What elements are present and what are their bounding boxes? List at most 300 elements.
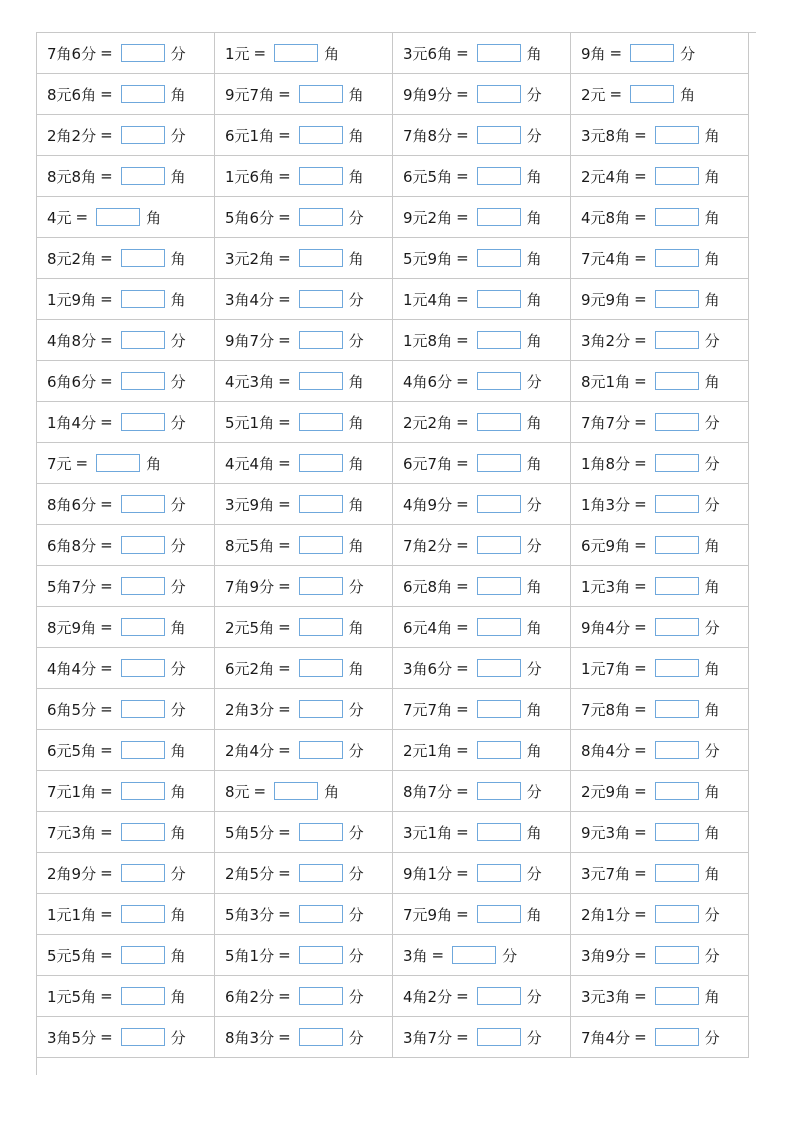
equals-sign: = <box>634 782 647 800</box>
answer-input[interactable] <box>299 454 343 472</box>
answer-input[interactable] <box>477 495 521 513</box>
answer-input[interactable] <box>121 413 165 431</box>
answer-input[interactable] <box>96 454 140 472</box>
equals-sign: = <box>456 85 469 103</box>
question-amount: 6元4角 <box>403 618 453 637</box>
answer-input[interactable] <box>477 454 521 472</box>
answer-input[interactable] <box>299 741 343 759</box>
answer-unit: 角 <box>170 987 186 1006</box>
answer-input[interactable] <box>477 1028 521 1046</box>
equals-sign: = <box>456 659 469 677</box>
equals-sign: = <box>100 167 113 185</box>
exercise-row <box>37 976 749 1017</box>
exercise-item <box>581 248 748 269</box>
answer-input[interactable] <box>477 782 521 800</box>
answer-unit: 分 <box>348 905 364 924</box>
equals-sign: = <box>100 372 113 390</box>
exercise-item <box>581 412 748 433</box>
answer-input[interactable] <box>655 864 699 882</box>
exercise-cell <box>215 689 393 730</box>
answer-unit: 分 <box>170 700 186 719</box>
exercise-cell <box>393 361 571 402</box>
exercise-cell <box>37 320 215 361</box>
question-amount: 6元2角 <box>225 659 275 678</box>
equals-sign: = <box>278 577 291 595</box>
equals-sign: = <box>634 536 647 554</box>
answer-input[interactable] <box>121 864 165 882</box>
exercise-item <box>225 330 392 351</box>
answer-input[interactable] <box>299 1028 343 1046</box>
answer-unit: 角 <box>526 700 542 719</box>
exercise-item <box>581 207 748 228</box>
answer-input[interactable] <box>121 987 165 1005</box>
equals-sign: = <box>634 167 647 185</box>
equals-sign: = <box>100 413 113 431</box>
exercise-item <box>47 781 214 802</box>
equals-sign: = <box>634 864 647 882</box>
equals-sign: = <box>278 946 291 964</box>
exercise-cell <box>37 156 215 197</box>
exercise-cell <box>215 33 393 74</box>
question-amount: 2角9分 <box>47 864 97 883</box>
answer-input[interactable] <box>630 85 674 103</box>
answer-input[interactable] <box>477 700 521 718</box>
equals-sign: = <box>634 126 647 144</box>
answer-input[interactable] <box>121 44 165 62</box>
answer-input[interactable] <box>121 1028 165 1046</box>
answer-unit: 分 <box>170 659 186 678</box>
answer-input[interactable] <box>299 249 343 267</box>
exercise-item <box>581 781 748 802</box>
answer-input[interactable] <box>477 741 521 759</box>
exercise-cell <box>393 320 571 361</box>
question-amount: 7元1角 <box>47 782 97 801</box>
answer-input[interactable] <box>655 290 699 308</box>
answer-unit: 角 <box>526 413 542 432</box>
question-amount: 5角7分 <box>47 577 97 596</box>
answer-input[interactable] <box>655 331 699 349</box>
answer-unit: 角 <box>170 905 186 924</box>
equals-sign: = <box>456 741 469 759</box>
exercise-cell <box>37 771 215 812</box>
answer-input[interactable] <box>121 249 165 267</box>
answer-input[interactable] <box>655 1028 699 1046</box>
question-amount: 9元3角 <box>581 823 631 842</box>
exercise-row <box>37 402 749 443</box>
answer-unit: 分 <box>348 208 364 227</box>
exercise-item <box>225 904 392 925</box>
answer-input[interactable] <box>121 331 165 349</box>
answer-unit: 角 <box>526 905 542 924</box>
answer-unit: 分 <box>526 864 542 883</box>
exercise-item <box>47 863 214 884</box>
question-amount: 2元1角 <box>403 741 453 760</box>
exercise-item <box>47 1027 214 1048</box>
answer-unit: 角 <box>526 454 542 473</box>
exercise-cell <box>215 730 393 771</box>
answer-unit: 分 <box>170 1028 186 1047</box>
question-amount: 4角2分 <box>403 987 453 1006</box>
answer-input[interactable] <box>299 167 343 185</box>
answer-input[interactable] <box>121 495 165 513</box>
answer-input[interactable] <box>655 454 699 472</box>
equals-sign: = <box>634 372 647 390</box>
exercise-item <box>403 781 570 802</box>
exercise-row <box>37 115 749 156</box>
answer-input[interactable] <box>655 495 699 513</box>
question-amount: 1元1角 <box>47 905 97 924</box>
answer-unit: 角 <box>348 454 364 473</box>
equals-sign: = <box>278 987 291 1005</box>
exercise-cell <box>571 853 749 894</box>
answer-input[interactable] <box>655 208 699 226</box>
answer-input[interactable] <box>655 413 699 431</box>
equals-sign: = <box>456 413 469 431</box>
answer-input[interactable] <box>274 782 318 800</box>
equals-sign: = <box>278 331 291 349</box>
answer-unit: 分 <box>348 741 364 760</box>
answer-input[interactable] <box>655 987 699 1005</box>
exercise-cell <box>37 74 215 115</box>
answer-input[interactable] <box>299 700 343 718</box>
question-amount: 6角8分 <box>47 536 97 555</box>
answer-input[interactable] <box>121 618 165 636</box>
answer-unit: 角 <box>146 454 162 473</box>
answer-input[interactable] <box>477 85 521 103</box>
equals-sign: = <box>456 208 469 226</box>
exercise-cell <box>393 443 571 484</box>
answer-input[interactable] <box>121 700 165 718</box>
answer-unit: 分 <box>348 987 364 1006</box>
answer-input[interactable] <box>299 372 343 390</box>
question-amount: 9角 <box>581 44 606 63</box>
answer-input[interactable] <box>121 167 165 185</box>
exercise-cell <box>571 74 749 115</box>
exercise-item <box>47 248 214 269</box>
exercise-cell <box>571 525 749 566</box>
question-amount: 7角7分 <box>581 413 631 432</box>
answer-input[interactable] <box>477 577 521 595</box>
answer-input[interactable] <box>477 659 521 677</box>
answer-input[interactable] <box>121 290 165 308</box>
exercise-cell <box>215 812 393 853</box>
answer-input[interactable] <box>655 536 699 554</box>
answer-input[interactable] <box>299 823 343 841</box>
question-amount: 6元8角 <box>403 577 453 596</box>
answer-input[interactable] <box>655 741 699 759</box>
question-amount: 8元6角 <box>47 85 97 104</box>
exercise-item <box>403 945 570 966</box>
equals-sign: = <box>278 167 291 185</box>
question-amount: 8角3分 <box>225 1028 275 1047</box>
answer-unit: 角 <box>704 249 720 268</box>
exercise-grid <box>36 32 749 1058</box>
exercise-item <box>403 453 570 474</box>
answer-input[interactable] <box>121 946 165 964</box>
answer-input[interactable] <box>274 44 318 62</box>
question-amount: 6角5分 <box>47 700 97 719</box>
answer-input[interactable] <box>477 905 521 923</box>
exercise-row <box>37 1017 749 1058</box>
answer-input[interactable] <box>299 536 343 554</box>
equals-sign: = <box>278 372 291 390</box>
answer-input[interactable] <box>299 987 343 1005</box>
answer-input[interactable] <box>299 208 343 226</box>
question-amount: 8元1角 <box>581 372 631 391</box>
answer-input[interactable] <box>655 700 699 718</box>
equals-sign: = <box>634 249 647 267</box>
answer-input[interactable] <box>121 577 165 595</box>
exercise-item <box>47 330 214 351</box>
answer-input[interactable] <box>477 987 521 1005</box>
equals-sign: = <box>634 618 647 636</box>
equals-sign: = <box>100 741 113 759</box>
question-amount: 8元 <box>225 782 250 801</box>
answer-input[interactable] <box>630 44 674 62</box>
exercise-item <box>581 330 748 351</box>
equals-sign: = <box>278 659 291 677</box>
answer-input[interactable] <box>299 290 343 308</box>
answer-input[interactable] <box>121 823 165 841</box>
exercise-item <box>225 1027 392 1048</box>
exercise-cell <box>37 238 215 279</box>
answer-unit: 角 <box>324 44 340 63</box>
exercise-cell <box>571 402 749 443</box>
answer-input[interactable] <box>121 126 165 144</box>
exercise-item <box>581 535 748 556</box>
question-amount: 5元1角 <box>225 413 275 432</box>
answer-input[interactable] <box>452 946 496 964</box>
exercise-item <box>581 494 748 515</box>
question-amount: 5角5分 <box>225 823 275 842</box>
exercise-row <box>37 648 749 689</box>
answer-input[interactable] <box>477 536 521 554</box>
exercise-item <box>581 84 748 105</box>
answer-unit: 角 <box>348 372 364 391</box>
answer-input[interactable] <box>299 905 343 923</box>
answer-unit: 分 <box>526 1028 542 1047</box>
equals-sign: = <box>634 741 647 759</box>
question-amount: 7角6分 <box>47 44 97 63</box>
question-amount: 1角4分 <box>47 413 97 432</box>
answer-input[interactable] <box>121 741 165 759</box>
answer-input[interactable] <box>655 577 699 595</box>
answer-input[interactable] <box>299 495 343 513</box>
question-amount: 2角2分 <box>47 126 97 145</box>
question-amount: 4元4角 <box>225 454 275 473</box>
equals-sign: = <box>100 1028 113 1046</box>
answer-input[interactable] <box>477 290 521 308</box>
answer-input[interactable] <box>655 372 699 390</box>
answer-input[interactable] <box>299 946 343 964</box>
exercise-cell <box>571 1017 749 1058</box>
answer-unit: 角 <box>526 208 542 227</box>
question-amount: 9元9角 <box>581 290 631 309</box>
answer-input[interactable] <box>655 782 699 800</box>
answer-input[interactable] <box>477 331 521 349</box>
answer-input[interactable] <box>96 208 140 226</box>
answer-input[interactable] <box>477 413 521 431</box>
question-amount: 5角3分 <box>225 905 275 924</box>
exercise-cell <box>37 976 215 1017</box>
answer-unit: 角 <box>704 167 720 186</box>
answer-input[interactable] <box>477 126 521 144</box>
answer-unit: 角 <box>704 864 720 883</box>
equals-sign: = <box>609 44 623 62</box>
answer-unit: 分 <box>704 1028 720 1047</box>
question-amount: 2角5分 <box>225 864 275 883</box>
exercise-item <box>225 412 392 433</box>
answer-unit: 角 <box>170 290 186 309</box>
answer-unit: 角 <box>348 249 364 268</box>
answer-unit: 分 <box>170 413 186 432</box>
exercise-cell <box>37 402 215 443</box>
answer-input[interactable] <box>477 823 521 841</box>
exercise-cell <box>215 935 393 976</box>
exercise-item <box>581 863 748 884</box>
equals-sign: = <box>278 495 291 513</box>
question-amount: 6角6分 <box>47 372 97 391</box>
exercise-cell <box>37 607 215 648</box>
answer-input[interactable] <box>655 126 699 144</box>
answer-input[interactable] <box>121 905 165 923</box>
answer-input[interactable] <box>299 331 343 349</box>
answer-input[interactable] <box>477 208 521 226</box>
question-amount: 2角4分 <box>225 741 275 760</box>
equals-sign: = <box>278 823 291 841</box>
exercise-row <box>37 279 749 320</box>
answer-input[interactable] <box>299 413 343 431</box>
exercise-row <box>37 320 749 361</box>
answer-unit: 角 <box>704 823 720 842</box>
exercise-cell <box>215 525 393 566</box>
equals-sign: = <box>278 741 291 759</box>
exercise-item <box>403 699 570 720</box>
answer-input[interactable] <box>655 946 699 964</box>
answer-input[interactable] <box>299 659 343 677</box>
exercise-item <box>403 863 570 884</box>
exercise-item <box>581 658 748 679</box>
answer-input[interactable] <box>655 167 699 185</box>
equals-sign: = <box>634 577 647 595</box>
exercise-cell <box>215 1017 393 1058</box>
answer-input[interactable] <box>477 44 521 62</box>
exercise-cell <box>393 484 571 525</box>
equals-sign: = <box>100 126 113 144</box>
question-amount: 3角2分 <box>581 331 631 350</box>
answer-input[interactable] <box>121 782 165 800</box>
question-amount: 1元3角 <box>581 577 631 596</box>
exercise-cell <box>571 607 749 648</box>
question-amount: 9元7角 <box>225 85 275 104</box>
exercise-cell <box>571 361 749 402</box>
page-right-tick <box>748 32 756 33</box>
question-amount: 3角9分 <box>581 946 631 965</box>
answer-unit: 分 <box>170 372 186 391</box>
answer-unit: 分 <box>348 331 364 350</box>
answer-input[interactable] <box>121 659 165 677</box>
equals-sign: = <box>100 905 113 923</box>
answer-input[interactable] <box>299 126 343 144</box>
answer-unit: 分 <box>348 577 364 596</box>
exercise-item <box>47 166 214 187</box>
exercise-cell <box>393 1017 571 1058</box>
answer-input[interactable] <box>299 864 343 882</box>
exercise-cell <box>571 894 749 935</box>
answer-input[interactable] <box>477 618 521 636</box>
answer-unit: 分 <box>348 823 364 842</box>
equals-sign: = <box>634 987 647 1005</box>
question-amount: 9角9分 <box>403 85 453 104</box>
exercise-cell <box>37 566 215 607</box>
exercise-cell <box>393 115 571 156</box>
equals-sign: = <box>634 946 647 964</box>
answer-input[interactable] <box>477 167 521 185</box>
answer-input[interactable] <box>655 905 699 923</box>
answer-input[interactable] <box>121 536 165 554</box>
answer-input[interactable] <box>655 249 699 267</box>
exercise-row <box>37 607 749 648</box>
exercise-cell <box>571 771 749 812</box>
answer-input[interactable] <box>299 577 343 595</box>
answer-input[interactable] <box>655 823 699 841</box>
exercise-cell <box>393 648 571 689</box>
exercise-item <box>403 494 570 515</box>
exercise-row <box>37 566 749 607</box>
answer-input[interactable] <box>477 864 521 882</box>
question-amount: 4角9分 <box>403 495 453 514</box>
question-amount: 9角7分 <box>225 331 275 350</box>
question-amount: 3角7分 <box>403 1028 453 1047</box>
answer-input[interactable] <box>121 85 165 103</box>
equals-sign: = <box>456 618 469 636</box>
answer-unit: 角 <box>704 126 720 145</box>
exercise-item <box>225 945 392 966</box>
exercise-item <box>581 740 748 761</box>
answer-unit: 角 <box>348 85 364 104</box>
answer-input[interactable] <box>655 618 699 636</box>
exercise-row <box>37 853 749 894</box>
exercise-cell <box>37 648 215 689</box>
exercise-cell <box>37 935 215 976</box>
answer-input[interactable] <box>299 85 343 103</box>
answer-input[interactable] <box>477 249 521 267</box>
answer-unit: 角 <box>146 208 162 227</box>
exercise-cell <box>215 320 393 361</box>
question-amount: 7元3角 <box>47 823 97 842</box>
exercise-cell <box>215 771 393 812</box>
question-amount: 3角6分 <box>403 659 453 678</box>
equals-sign: = <box>456 823 469 841</box>
exercise-item <box>225 289 392 310</box>
answer-unit: 角 <box>704 987 720 1006</box>
question-amount: 7角8分 <box>403 126 453 145</box>
exercise-cell <box>37 525 215 566</box>
answer-input[interactable] <box>477 372 521 390</box>
question-amount: 4角8分 <box>47 331 97 350</box>
exercise-item <box>225 453 392 474</box>
answer-unit: 分 <box>526 782 542 801</box>
question-amount: 8元8角 <box>47 167 97 186</box>
exercise-item <box>225 248 392 269</box>
answer-input[interactable] <box>655 659 699 677</box>
answer-input[interactable] <box>121 372 165 390</box>
exercise-cell <box>215 197 393 238</box>
exercise-cell <box>215 156 393 197</box>
answer-input[interactable] <box>299 618 343 636</box>
exercise-cell <box>393 935 571 976</box>
exercise-item <box>47 412 214 433</box>
